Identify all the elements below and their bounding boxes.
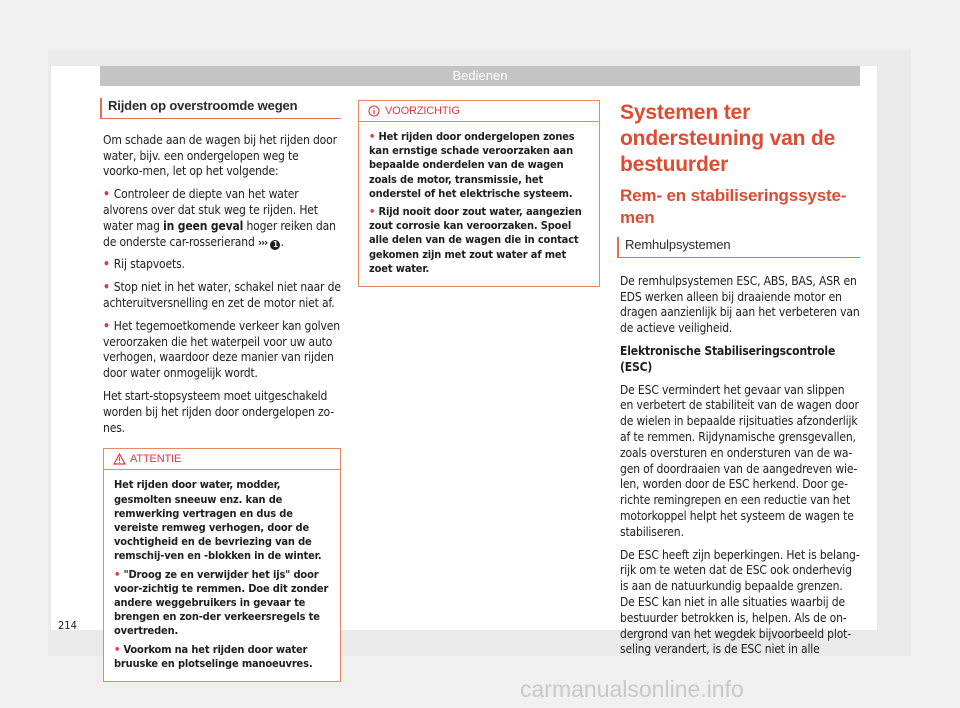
list-item	[114, 568, 332, 639]
bullet-icon: •	[103, 280, 110, 295]
section-header: Bedienen	[100, 66, 860, 86]
bullet-emphasis: in geen geval	[163, 218, 244, 233]
section-title: Remhulpsystemen	[617, 237, 860, 258]
list-item: • Controleer de diepte van het water alvorens over dat stuk weg te rijden. Het water mag in geen geval hoger reiken dan de onderste car-rosserierand ››› 1 .	[103, 187, 336, 249]
list-item	[369, 205, 591, 276]
warning-label: ATTENTIE	[130, 453, 182, 466]
bullet-text: Controleer de diepte van het water alvorens over dat stuk weg te rijden. Het water mag	[103, 187, 318, 233]
bullet-icon: •	[369, 130, 376, 143]
caution-header	[359, 101, 599, 122]
caution-body	[359, 122, 599, 286]
bullet-text: Stop niet in het water, schakel niet naar de achteruitversnelling en zet de motor niet af.	[103, 280, 341, 310]
bullet-icon: •	[369, 205, 376, 219]
caution-label: VOORZICHTIG	[385, 105, 460, 117]
page-number: 214	[58, 619, 77, 632]
warning-triangle-icon	[113, 452, 126, 472]
column-middle	[358, 100, 600, 287]
list-item	[103, 280, 341, 312]
paragraph: De remhulpsystemen ESC, ABS, BAS, ASR en EDS werken alleen bij draaiende motor en dragen aanzienlijk bij aan het verbeteren van de actieve veiligheid.	[620, 273, 860, 336]
bullet-text: hoger reiken dan de onderste car-rosserierand	[103, 218, 336, 249]
bullet-icon: •	[103, 187, 110, 202]
column-right	[620, 100, 860, 665]
paragraph: De ESC heeft zijn beperkingen. Het is belang-rijk om te weten dat de ESC ook onderhevig is aan de natuurkundig bepaalde grenzen. De ESC kan niet in alle situaties waarbij de bestuurder betrokken is, helpen. Als de on-dergrond van het wegdek bijvoorbeeld plot-seling verandert, is de ESC niet in alle	[620, 547, 860, 657]
column-left	[103, 98, 341, 682]
bullet-text: "Droog ze en verwijder het ijs" door voor-zichtig te remmen. Doe dit zonder andere weggebruikers in gevaar te brengen en zon-der verkeersregels te overtreden.	[114, 567, 329, 638]
bullet-icon: •	[103, 257, 110, 272]
bullet-text: Rij stapvoets.	[113, 257, 185, 272]
paragraph: De ESC vermindert het gevaar van slippen en verbetert de stabiliteit van de wagen door de wielen in bepaalde rijsituaties afzonderlijk af te remmen. Rijdynamische grensgevallen, zoals oversturen en ondersturen van de wa-gen of doordraaien van de aangedreven wie-len, worden door de ESC herkend. Door ge-richte remingrepen en een reductie van het motorkoppel helpt het systeem de wagen te stabiliseren.	[620, 382, 859, 539]
reference-number-icon[interactable]: 1	[270, 240, 280, 250]
bullet-icon: •	[114, 567, 121, 581]
chapter-title: Systemen ter ondersteuning van de bestuurder	[620, 101, 836, 176]
bullet-text: Het tegemoetkomende verkeer kan golven veroorzaken die het waterpeil voor uw auto verhogen, waardoor deze manier van rijden door water onmogelijk wordt.	[103, 318, 340, 381]
warning-body	[104, 470, 340, 681]
list-item	[103, 257, 341, 273]
warning-header	[104, 449, 340, 470]
info-circle-icon	[368, 104, 380, 124]
bullet-text: Voorkom na het rijden door water bruuske en plotselinge manoeuvres.	[114, 642, 313, 670]
bullet-text: Rijd nooit door zout water, aangezien zout corrosie kan veroorzaken. Spoel alle delen van de wagen die in contact gekomen zijn met zout water af met zoet water.	[369, 205, 582, 275]
chapter-subtitle: Rem- en stabiliseringssyste-men	[620, 186, 847, 227]
list-item	[369, 130, 591, 201]
closing-paragraph: Het start-stopsysteem moet uitgeschakeld worden bij het rijden door ondergelopen zo-nes.	[103, 388, 334, 435]
subheading: Elektronische Stabiliseringscontrole (ESC)	[620, 343, 836, 374]
reference-arrow[interactable]: ›››	[257, 235, 268, 249]
section-title: Rijden op overstroomde wegen	[100, 98, 341, 119]
bullet-icon: •	[114, 642, 121, 656]
list-item	[114, 643, 332, 671]
warning-box	[103, 448, 341, 682]
bullet-text: Het rijden door ondergelopen zones kan ernstige schade veroorzaken aan bepaalde onderdelen van de wagen zoals de motor, transmissie, het onderstel of het elektrische systeem.	[369, 130, 575, 200]
list-item	[103, 319, 341, 382]
bullet-icon: •	[103, 318, 110, 333]
intro-paragraph: Om schade aan de wagen bij het rijden door water, bijv. een ondergelopen weg te voorko-men, let op het volgende:	[103, 132, 337, 179]
watermark: carmanualsonline.info	[520, 676, 744, 702]
caution-box	[358, 100, 600, 287]
warning-text: Het rijden door water, modder, gesmolten sneeuw enz. kan de remwerking vertragen en dus de vereiste remweg verhogen, door de vochtigheid en de bevriezing van de remschij-ven en -blokken in de winter.	[114, 478, 322, 563]
